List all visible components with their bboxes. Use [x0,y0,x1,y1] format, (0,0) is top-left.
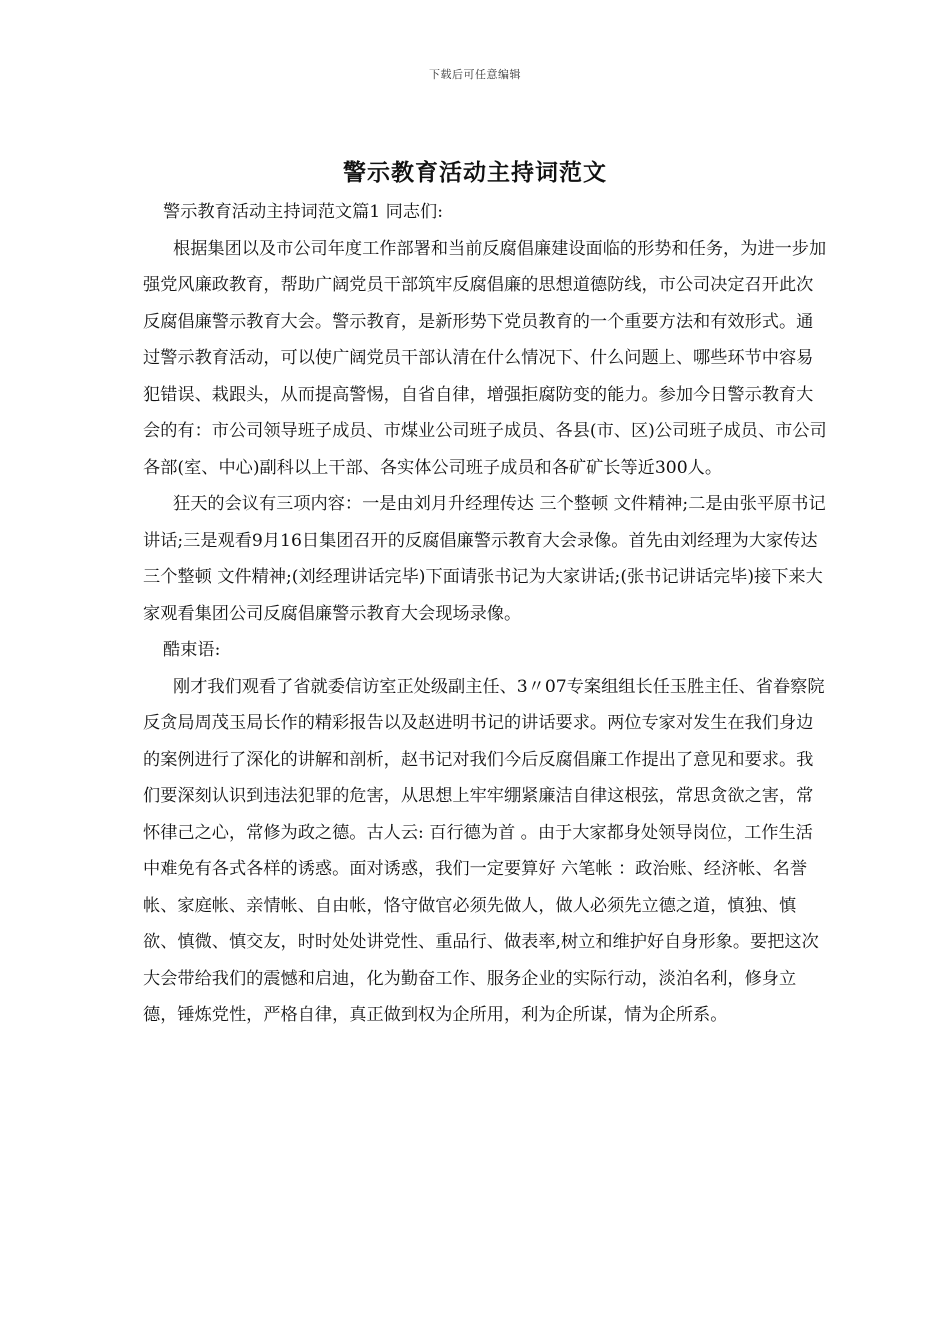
paragraph-closing: 刚才我们观看了省就委信访室正处级副主任、3〃07专案组组长任玉胜主任、省眷察院反贪局周茂玉局长作的精彩报告以及赵进明书记的讲话要求。两位专家对发生在我们身边的案例进行了深化的讲解和剖析，赵书记对我们今后反腐倡廉工作提出了意见和要求。我们要深刻认识到违法犯罪的危害，从思想上牢牢绷紧廉洁自律这根弦，常思贪欲之害，常怀律己之心，常修为政之德。古人云: 百行德为首 。由于大家都身处领导岗位，工作生活中难免有各式各样的诱惑。面对诱惑，我们一定要算好 六笔帐 ：政治账、经济帐、名誉帐、家庭帐、亲情帐、自由帐，恪守做官必须先做人，做人必须先立德之道，慎独、慎欲、慎微、慎交友，时时处处讲党性、重品行、做表率,树立和维护好自身形象。要把这次大会带给我们的震憾和启迪，化为勤奋工作、服务企业的实际行动，淡泊名利，修身立德，锤炼党性，严格自律，真正做到权为企所用，利为企所谋，情为企所系。 [143,676,825,1025]
paragraph-background: 根据集团以及市公司年度工作部署和当前反腐倡廉建设面临的形势和任务，为进一步加强党风廉政教育，帮助广阔党员干部筑牢反腐倡廉的思想道德防线，市公司决定召开此次反腐倡廉警示教育大会。警示教育，是新形势下党员教育的一个重要方法和有效形式。通过警示教育活动，可以使广阔党员干部认清在什么情况下、什么问题上、哪些环节中容易犯错误、栽跟头，从而提高警惕，自省自律，增强拒腐防变的能力。参加今日警示教育大会的有：市公司领导班子成员、市煤业公司班子成员、各县(市、区)公司班子成员、市公司各部(室、中心)副科以上干部、各实体公司班子成员和各矿矿长等近300人。 [143,238,827,478]
paragraph-closing-heading: 酷束语: [163,640,221,660]
paragraph-agenda: 狂天的会议有三项内容：一是由刘月升经理传达 三个整顿 文件精神;二是由张平原书记讲话;三是观看9月16日集团召开的反腐倡廉警示教育大会录像。首先由刘经理为大家传达 三个整顿 文件精神;(刘经理讲话完毕)下面请张书记为大家讲话;(张书记讲话完毕)接下来大家观看集团公司反腐倡廉警示教育大会现场录像。 [143,494,826,624]
header-note: 下载后可任意编辑 [429,68,521,81]
document-title: 警示教育活动主持词范文 [343,159,607,186]
document-body [143,194,828,1034]
paragraph-intro: 警示教育活动主持词范文篇1 同志们: [163,202,444,222]
